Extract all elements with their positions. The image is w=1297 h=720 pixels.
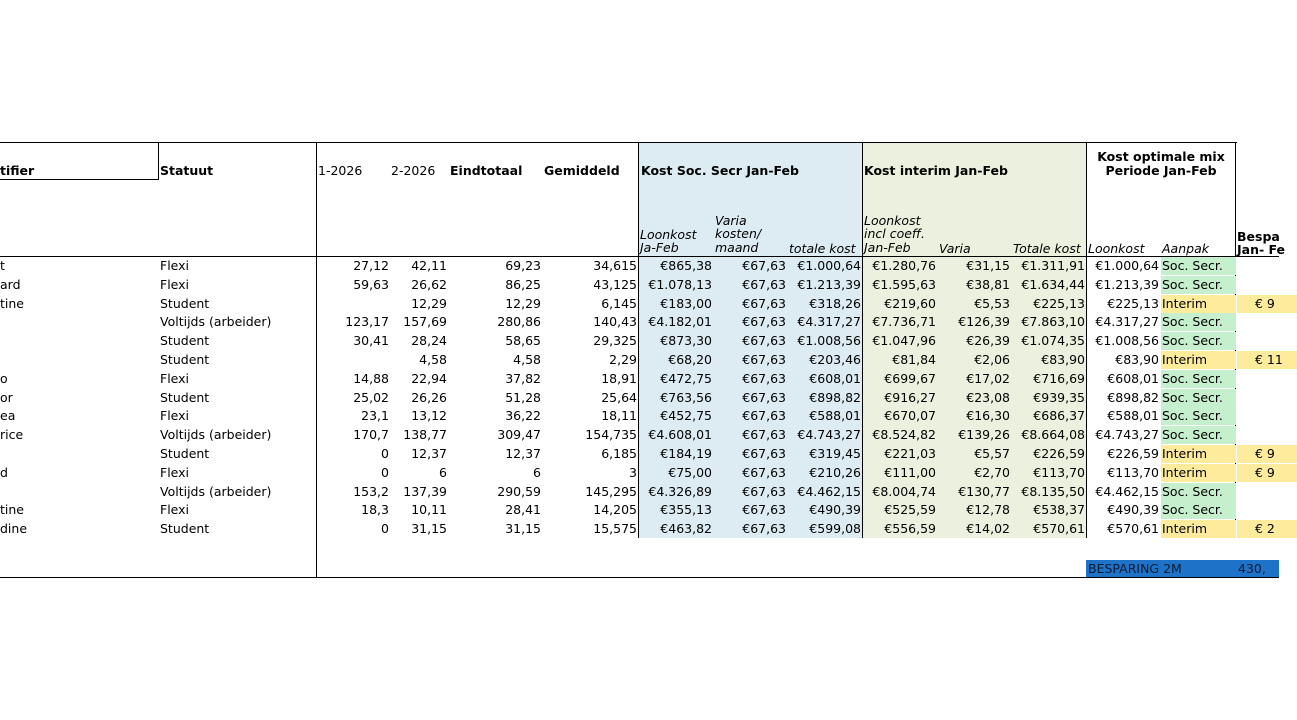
cell-eindtotaal: 4,58 (513, 352, 541, 367)
cell-month-2: 42,11 (411, 258, 447, 273)
cell-aanpak: Soc. Secr. (1161, 407, 1236, 425)
cell-int-loonkost: €556,59 (884, 521, 936, 537)
cell-statuut: Student (160, 521, 210, 537)
cell-mix-loonkost: €83,90 (1115, 352, 1159, 367)
cell-gemiddeld: 6,145 (601, 295, 637, 311)
cell-eindtotaal: 37,82 (505, 370, 541, 386)
cell-int-loonkost: €525,59 (884, 502, 936, 518)
cell-soc-loonkost: €873,30 (660, 333, 712, 349)
header-eindtotaal: Eindtotaal (450, 163, 523, 178)
cell-soc-loonkost: €75,00 (668, 464, 712, 480)
cell-soc-loonkost: €183,00 (660, 295, 712, 311)
sub-int-loonkost-3: Jan-Feb (864, 240, 911, 255)
cell-gemiddeld: 2,29 (609, 352, 637, 367)
cell-int-totaal: €8.664,08 (1021, 427, 1085, 443)
cell-besparing: € 9 (1237, 295, 1297, 313)
header-interim-group: Kost interim Jan-Feb (864, 163, 1008, 178)
sub-soc-totale: totale kost (789, 241, 856, 256)
cell-gemiddeld: 43,125 (593, 276, 637, 292)
cell-eindtotaal: 280,86 (497, 314, 541, 330)
identifier-underline (0, 179, 158, 180)
cell-soc-varia: €67,63 (742, 314, 786, 330)
cell-aanpak: Interim (1161, 520, 1236, 538)
cell-aanpak: Interim (1161, 445, 1236, 463)
cell-int-loonkost: €1.595,63 (872, 276, 936, 292)
cell-soc-loonkost: €184,19 (660, 446, 712, 461)
cell-month-2: 26,62 (411, 276, 447, 292)
cell-int-loonkost: €8.004,74 (872, 483, 936, 499)
cell-gemiddeld: 14,205 (593, 502, 637, 518)
cell-int-loonkost: €111,00 (884, 464, 936, 480)
cell-statuut: Voltijds (arbeider) (160, 314, 272, 330)
cell-eindtotaal: 36,22 (505, 408, 541, 424)
cell-int-loonkost: €221,03 (884, 446, 936, 461)
cell-month-2: 10,11 (411, 502, 447, 518)
cell-eindtotaal: 290,59 (497, 483, 541, 499)
cell-soc-totaal: €319,45 (809, 446, 861, 461)
cell-soc-totaal: €4.743,27 (797, 427, 861, 443)
cell-soc-totaal: €210,26 (809, 464, 861, 480)
cell-soc-loonkost: €4.608,01 (648, 427, 712, 443)
cell-mix-loonkost: €4.743,27 (1095, 427, 1159, 443)
cell-identifier: dine (0, 521, 28, 537)
header-soc-secr-group: Kost Soc. Secr Jan-Feb (641, 163, 799, 178)
cell-soc-varia: €67,63 (742, 408, 786, 424)
cell-aanpak: Interim (1161, 295, 1236, 313)
cell-identifier (0, 332, 150, 350)
cell-soc-totaal: €490,39 (809, 502, 861, 518)
cell-int-loonkost: €1.280,76 (872, 258, 936, 273)
cell-aanpak: Soc. Secr. (1161, 426, 1236, 444)
cell-statuut: Flexi (160, 370, 190, 386)
cell-identifier: rice (0, 427, 24, 443)
cell-month-1: 27,12 (353, 258, 389, 273)
cell-soc-loonkost: €472,75 (660, 370, 712, 386)
cell-gemiddeld: 140,43 (593, 314, 637, 330)
cell-int-varia: €38,81 (966, 276, 1010, 292)
cell-soc-varia: €67,63 (742, 370, 786, 386)
cell-soc-varia: €67,63 (742, 389, 786, 405)
cell-soc-varia: €67,63 (742, 352, 786, 367)
cell-besparing (1237, 407, 1279, 425)
cell-int-loonkost: €699,67 (884, 370, 936, 386)
cell-int-totaal: €1.074,35 (1021, 333, 1085, 349)
sub-soc-loonkost-1: Loonkost (640, 227, 697, 242)
cell-besparing (1237, 426, 1279, 444)
cell-gemiddeld: 29,325 (593, 333, 637, 349)
cell-month-1: 59,63 (353, 276, 389, 292)
cell-month-1: 0 (381, 521, 389, 537)
cell-month-1: 170,7 (353, 427, 389, 443)
sub-soc-varia-2: kosten/ (715, 226, 762, 241)
cell-statuut: Student (160, 333, 210, 349)
cell-int-loonkost: €8.524,82 (872, 427, 936, 443)
cell-int-loonkost: €670,07 (884, 408, 936, 424)
sub-soc-varia-1: Varia (715, 213, 747, 228)
cell-soc-totaal: €4.462,15 (797, 483, 861, 499)
cell-eindtotaal: 31,15 (505, 521, 541, 537)
cell-month-2: 6 (439, 464, 447, 480)
cell-besparing (1237, 501, 1279, 519)
cell-int-totaal: €83,90 (1041, 352, 1085, 367)
cell-gemiddeld: 15,575 (593, 521, 637, 537)
cell-int-totaal: €686,37 (1033, 408, 1085, 424)
cell-statuut: Student (160, 352, 210, 367)
header-gemiddeld: Gemiddeld (544, 163, 620, 178)
cell-int-loonkost: €219,60 (884, 295, 936, 311)
cell-identifier (0, 313, 150, 331)
cell-besparing (1237, 313, 1279, 331)
cell-soc-loonkost: €763,56 (660, 389, 712, 405)
cell-soc-varia: €67,63 (742, 483, 786, 499)
cell-eindtotaal: 86,25 (505, 276, 541, 292)
cell-besparing (1237, 332, 1279, 350)
cell-month-1: 123,17 (345, 314, 389, 330)
cell-eindtotaal: 12,37 (505, 446, 541, 461)
sub-soc-varia-3: maand (715, 240, 759, 255)
cell-int-loonkost: €81,84 (892, 352, 936, 367)
cell-mix-loonkost: €1.000,64 (1095, 258, 1159, 273)
cell-mix-loonkost: €490,39 (1107, 502, 1159, 518)
cell-gemiddeld: 3 (629, 464, 637, 480)
cell-soc-varia: €67,63 (742, 276, 786, 292)
cell-month-1 (318, 295, 389, 313)
cell-gemiddeld: 145,295 (585, 483, 637, 499)
cell-int-varia: €23,08 (966, 389, 1010, 405)
cell-besparing (1237, 370, 1279, 388)
cell-int-totaal: €1.634,44 (1021, 276, 1085, 292)
cell-identifier (0, 483, 150, 501)
header-month-1: 1-2026 (318, 163, 363, 178)
cell-soc-totaal: €1.000,64 (797, 258, 861, 273)
cell-gemiddeld: 6,185 (601, 446, 637, 461)
cell-month-2: 4,58 (419, 352, 447, 367)
cell-soc-loonkost: €4.182,01 (648, 314, 712, 330)
cell-gemiddeld: 25,64 (601, 389, 637, 405)
cell-aanpak: Soc. Secr. (1161, 276, 1236, 294)
cell-month-2: 12,29 (411, 295, 447, 311)
cell-eindtotaal: 69,23 (505, 258, 541, 273)
cell-month-2: 138,77 (403, 427, 447, 443)
cell-mix-loonkost: €113,70 (1107, 464, 1159, 480)
cell-month-2: 137,39 (403, 483, 447, 499)
cell-int-loonkost: €1.047,96 (872, 333, 936, 349)
cell-gemiddeld: 154,735 (585, 427, 637, 443)
cell-int-totaal: €225,13 (1033, 295, 1085, 311)
cell-soc-loonkost: €68,20 (668, 352, 712, 367)
cell-aanpak: Interim (1161, 351, 1236, 369)
cell-besparing: € 2 (1237, 520, 1297, 538)
cell-int-totaal: €226,59 (1033, 446, 1085, 461)
cell-int-varia: €14,02 (966, 521, 1010, 537)
cell-aanpak: Soc. Secr. (1161, 370, 1236, 388)
cell-besparing (1237, 276, 1279, 294)
cell-soc-totaal: €318,26 (809, 295, 861, 311)
cell-aanpak: Soc. Secr. (1161, 389, 1236, 407)
cell-identifier: ea (0, 408, 16, 424)
header-mix-group-1: Kost optimale mix (1097, 149, 1225, 164)
cell-identifier (0, 445, 150, 463)
cell-soc-varia: €67,63 (742, 427, 786, 443)
cell-month-1 (318, 351, 389, 369)
cell-soc-varia: €67,63 (742, 258, 786, 273)
header-mix-group-2: Periode Jan-Feb (1105, 163, 1217, 178)
besparing-label: BESPARING 2M (1088, 561, 1182, 576)
cell-month-1: 23,1 (361, 408, 389, 424)
besparing-total-bar (1086, 560, 1279, 577)
cell-identifier: tine (0, 502, 24, 518)
cell-int-totaal: €7.863,10 (1021, 314, 1085, 330)
table-bottom-border (0, 577, 1279, 578)
cell-soc-totaal: €588,01 (809, 408, 861, 424)
cell-mix-loonkost: €570,61 (1107, 521, 1159, 537)
cell-int-varia: €17,02 (966, 370, 1010, 386)
cell-identifier: d (0, 464, 8, 480)
sub-mix-aanpak: Aanpak (1162, 241, 1209, 256)
cell-int-varia: €5,57 (974, 446, 1010, 461)
header-statuut: Statuut (160, 163, 214, 178)
cell-eindtotaal: 58,65 (505, 333, 541, 349)
cell-soc-varia: €67,63 (742, 464, 786, 480)
cell-statuut: Flexi (160, 276, 190, 292)
cell-mix-loonkost: €1.213,39 (1095, 276, 1159, 292)
cell-statuut: Flexi (160, 464, 190, 480)
cell-besparing (1237, 483, 1279, 501)
cell-mix-loonkost: €1.008,56 (1095, 333, 1159, 349)
cell-soc-totaal: €203,46 (809, 352, 861, 367)
cell-besparing: € 9 (1237, 464, 1297, 482)
cell-soc-loonkost: €463,82 (660, 521, 712, 537)
cell-int-totaal: €570,61 (1033, 521, 1085, 537)
cell-month-1: 0 (381, 464, 389, 480)
sub-int-varia: Varia (939, 241, 971, 256)
cell-month-1: 14,88 (353, 370, 389, 386)
cell-int-totaal: €939,35 (1033, 389, 1085, 405)
cell-identifier: o (0, 370, 8, 386)
cell-int-varia: €31,15 (966, 258, 1010, 273)
cell-month-2: 13,12 (411, 408, 447, 424)
cell-month-1: 18,3 (361, 502, 389, 518)
cell-mix-loonkost: €588,01 (1107, 408, 1159, 424)
cell-soc-varia: €67,63 (742, 521, 786, 537)
cell-eindtotaal: 309,47 (497, 427, 541, 443)
cell-identifier: t (0, 258, 5, 273)
cell-soc-totaal: €4.317,27 (797, 314, 861, 330)
cell-aanpak: Soc. Secr. (1161, 483, 1236, 501)
cell-soc-totaal: €608,01 (809, 370, 861, 386)
cell-soc-loonkost: €865,38 (660, 258, 712, 273)
cell-statuut: Voltijds (arbeider) (160, 483, 272, 499)
cell-aanpak: Soc. Secr. (1161, 501, 1236, 519)
header-identifier: tifier (0, 163, 35, 178)
cell-aanpak: Soc. Secr. (1161, 313, 1236, 331)
cell-int-loonkost: €916,27 (884, 389, 936, 405)
cell-identifier: ard (0, 276, 21, 292)
cell-eindtotaal: 51,28 (505, 389, 541, 405)
cell-aanpak: Interim (1161, 464, 1236, 482)
cell-int-varia: €139,26 (958, 427, 1010, 443)
cell-eindtotaal: 12,29 (505, 295, 541, 311)
cell-eindtotaal: 28,41 (505, 502, 541, 518)
cell-int-varia: €130,77 (958, 483, 1010, 499)
sub-int-totale: Totale kost (1013, 241, 1081, 256)
cell-int-varia: €16,30 (966, 408, 1010, 424)
cell-int-totaal: €716,69 (1033, 370, 1085, 386)
cell-int-varia: €26,39 (966, 333, 1010, 349)
sub-int-loonkost-1: Loonkost (864, 213, 921, 228)
cell-soc-varia: €67,63 (742, 446, 786, 461)
cell-statuut: Student (160, 446, 210, 461)
cell-mix-loonkost: €225,13 (1107, 295, 1159, 311)
cell-soc-varia: €67,63 (742, 502, 786, 518)
cell-month-2: 28,24 (411, 333, 447, 349)
cell-statuut: Flexi (160, 258, 190, 273)
header-bespa-1: Bespa (1237, 229, 1280, 244)
statuut-divider (158, 142, 159, 180)
cell-mix-loonkost: €4.317,27 (1095, 314, 1159, 330)
cell-statuut: Flexi (160, 502, 190, 518)
cell-statuut: Voltijds (arbeider) (160, 427, 272, 443)
cell-int-varia: €126,39 (958, 314, 1010, 330)
cell-besparing (1237, 389, 1279, 407)
besparing-value: 430, (1238, 561, 1266, 576)
cell-soc-totaal: €1.213,39 (797, 276, 861, 292)
cell-eindtotaal: 6 (533, 464, 541, 480)
cell-identifier (0, 351, 150, 369)
cell-statuut: Student (160, 389, 210, 405)
cell-statuut: Flexi (160, 408, 190, 424)
cell-gemiddeld: 34,615 (593, 258, 637, 273)
cell-aanpak: Soc. Secr. (1161, 332, 1236, 350)
cell-int-varia: €2,06 (974, 352, 1010, 367)
cell-int-totaal: €538,37 (1033, 502, 1085, 518)
cell-int-totaal: €8.135,50 (1021, 483, 1085, 499)
header-bespa-2: Jan- Fe (1237, 242, 1286, 257)
cell-month-2: 31,15 (411, 521, 447, 537)
sub-mix-loonkost: Loonkost (1088, 241, 1145, 256)
hours-divider (316, 142, 317, 578)
cell-soc-loonkost: €452,75 (660, 408, 712, 424)
cell-besparing: € 9 (1237, 445, 1297, 463)
cell-int-totaal: €1.311,91 (1021, 258, 1085, 273)
cell-month-2: 26,26 (411, 389, 447, 405)
cell-identifier: or (0, 389, 13, 405)
cell-soc-totaal: €599,08 (809, 521, 861, 537)
cell-besparing: € 11 (1237, 351, 1297, 369)
cell-int-varia: €2,70 (974, 464, 1010, 480)
cell-month-2: 157,69 (403, 314, 447, 330)
cell-month-1: 25,02 (353, 389, 389, 405)
cell-mix-loonkost: €608,01 (1107, 370, 1159, 386)
cell-int-loonkost: €7.736,71 (872, 314, 936, 330)
table-top-border (0, 142, 1237, 143)
header-month-2: 2-2026 (391, 163, 436, 178)
cell-soc-loonkost: €355,13 (660, 502, 712, 518)
cell-mix-loonkost: €898,82 (1107, 389, 1159, 405)
cell-int-varia: €12,78 (966, 502, 1010, 518)
cell-month-1: 153,2 (353, 483, 389, 499)
cell-month-1: 30,41 (353, 333, 389, 349)
cell-identifier: tine (0, 295, 24, 311)
cell-int-varia: €5,53 (974, 295, 1010, 311)
cell-mix-loonkost: €4.462,15 (1095, 483, 1159, 499)
sub-soc-loonkost-2: Ja-Feb (640, 240, 679, 255)
cell-soc-totaal: €898,82 (809, 389, 861, 405)
cell-soc-loonkost: €1.078,13 (648, 276, 712, 292)
cell-besparing (1237, 257, 1279, 275)
cell-int-totaal: €113,70 (1033, 464, 1085, 480)
cell-gemiddeld: 18,91 (601, 370, 637, 386)
cell-month-1: 0 (381, 446, 389, 461)
cell-month-2: 12,37 (411, 446, 447, 461)
cell-aanpak: Soc. Secr. (1161, 257, 1236, 275)
cell-month-2: 22,94 (411, 370, 447, 386)
cell-soc-varia: €67,63 (742, 333, 786, 349)
cell-mix-loonkost: €226,59 (1107, 446, 1159, 461)
cell-soc-totaal: €1.008,56 (797, 333, 861, 349)
cell-soc-varia: €67,63 (742, 295, 786, 311)
sub-int-loonkost-2: incl coeff. (864, 226, 925, 241)
cell-gemiddeld: 18,11 (601, 408, 637, 424)
cell-statuut: Student (160, 295, 210, 311)
cell-soc-loonkost: €4.326,89 (648, 483, 712, 499)
